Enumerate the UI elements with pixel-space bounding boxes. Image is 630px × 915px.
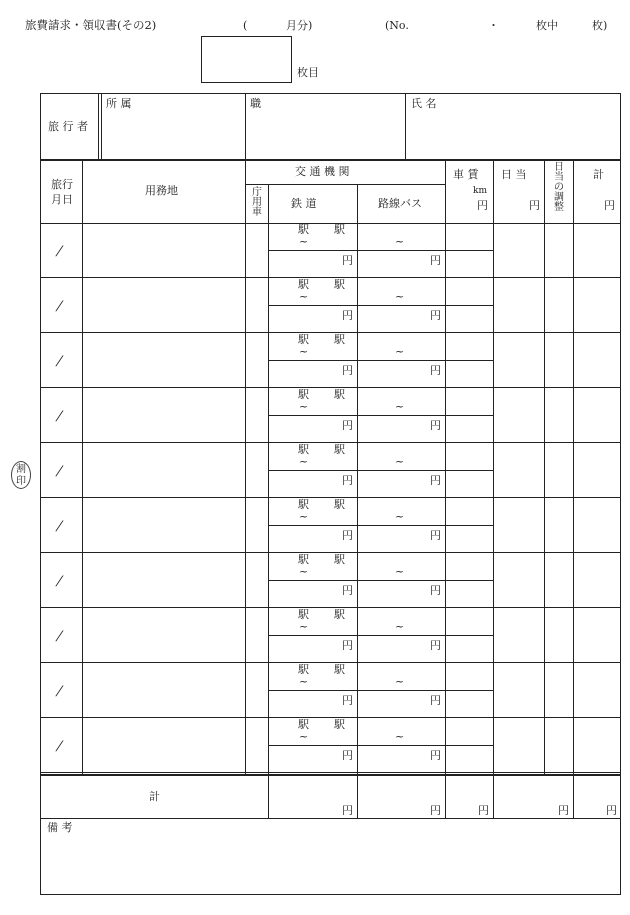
col-railway: 鉄 道: [291, 197, 317, 210]
date-slash[interactable]: /: [54, 409, 65, 424]
table-row: [41, 663, 620, 718]
table-row: [41, 443, 620, 498]
row-mid-line: [268, 690, 493, 691]
station-to: 駅: [334, 553, 345, 566]
railway-tilde: ~: [299, 235, 309, 248]
col-total: 計: [593, 168, 604, 181]
station-from: 駅: [298, 718, 309, 731]
col-daily-yen: 円: [529, 199, 540, 212]
form-title: 旅費請求・領収書(その2): [25, 18, 157, 32]
no-label: (No.: [385, 19, 409, 32]
bus-yen: 円: [430, 529, 441, 542]
destination-field[interactable]: [83, 553, 244, 607]
station-from: 駅: [298, 333, 309, 346]
station-from: 駅: [298, 443, 309, 456]
bus-yen: 円: [430, 309, 441, 322]
sheet-number-box[interactable]: [201, 36, 292, 83]
month-label: 月分): [286, 19, 313, 32]
bus-yen: 円: [430, 694, 441, 707]
railway-tilde: ~: [299, 400, 309, 413]
affiliation-field[interactable]: [102, 112, 244, 158]
month-open: (: [243, 19, 248, 32]
col-date-line1: 旅行: [51, 178, 73, 191]
railway-tilde: ~: [299, 455, 309, 468]
station-to: 駅: [334, 388, 345, 401]
railway-yen: 円: [342, 419, 353, 432]
destination-field[interactable]: [83, 443, 244, 497]
date-slash[interactable]: /: [54, 519, 65, 534]
railway-yen: 円: [342, 364, 353, 377]
col-date-line2: 月日: [51, 193, 73, 206]
table-row: [41, 388, 620, 443]
railway-tilde: ~: [299, 510, 309, 523]
table-row: [41, 553, 620, 608]
bus-yen: 円: [430, 749, 441, 762]
col-official-car: 庁 用 車: [252, 187, 262, 218]
row-mid-line: [268, 525, 493, 526]
railway-tilde: ~: [299, 675, 309, 688]
totals-bus-yen: 円: [430, 804, 441, 817]
destination-field[interactable]: [83, 278, 244, 332]
date-slash[interactable]: /: [54, 684, 65, 699]
col-daily: 日 当: [501, 168, 527, 181]
destination-field[interactable]: [83, 388, 244, 442]
date-slash[interactable]: /: [54, 464, 65, 479]
railway-yen: 円: [342, 584, 353, 597]
table-row: [41, 333, 620, 388]
remarks-field[interactable]: [42, 836, 619, 892]
table-row: [41, 498, 620, 553]
date-slash[interactable]: /: [54, 574, 65, 589]
station-from: 駅: [298, 278, 309, 291]
bus-tilde: ~: [395, 235, 405, 248]
position-label: 職: [250, 97, 261, 110]
station-to: 駅: [334, 663, 345, 676]
sheets-mid: 枚中: [536, 19, 558, 32]
railway-yen: 円: [342, 694, 353, 707]
row-mid-line: [268, 745, 493, 746]
station-to: 駅: [334, 333, 345, 346]
station-from: 駅: [298, 223, 309, 236]
totals-label: 計: [149, 790, 160, 803]
transport-subheader-line: [245, 184, 445, 185]
bus-tilde: ~: [395, 565, 405, 578]
table-row: [41, 608, 620, 663]
col-fare: 車 賃: [453, 168, 479, 181]
bus-yen: 円: [430, 474, 441, 487]
col-daily-adjust: 日 当 の 調 整: [554, 162, 564, 213]
station-from: 駅: [298, 608, 309, 621]
date-slash[interactable]: /: [54, 629, 65, 644]
railway-tilde: ~: [299, 620, 309, 633]
railway-yen: 円: [342, 254, 353, 267]
railway-tilde: ~: [299, 290, 309, 303]
travel-expense-form: [40, 93, 621, 895]
date-slash[interactable]: /: [54, 299, 65, 314]
bus-tilde: ~: [395, 400, 405, 413]
name-label: 氏 名: [411, 97, 437, 110]
destination-field[interactable]: [83, 718, 244, 772]
totals-fare-yen: 円: [478, 804, 489, 817]
station-from: 駅: [298, 663, 309, 676]
station-to: 駅: [334, 608, 345, 621]
bus-tilde: ~: [395, 510, 405, 523]
totals-top: [41, 774, 620, 776]
bus-yen: 円: [430, 364, 441, 377]
table-row: [41, 278, 620, 333]
row-mid-line: [268, 470, 493, 471]
bus-tilde: ~: [395, 455, 405, 468]
destination-field[interactable]: [83, 498, 244, 552]
position-field[interactable]: [246, 112, 404, 158]
totals-total-yen: 円: [606, 804, 617, 817]
totals-bottom: [41, 818, 620, 819]
col-bus: 路線バス: [378, 197, 422, 210]
col-transport: 交 通 機 関: [295, 165, 350, 178]
bus-yen: 円: [430, 419, 441, 432]
destination-field[interactable]: [83, 223, 244, 277]
bus-tilde: ~: [395, 345, 405, 358]
seal-char-2: 印: [16, 476, 26, 487]
col-destination: 用務地: [145, 184, 178, 197]
row-mid-line: [268, 360, 493, 361]
no-dot: ・: [488, 19, 499, 32]
row-mid-line: [268, 305, 493, 306]
bus-yen: 円: [430, 584, 441, 597]
railway-yen: 円: [342, 474, 353, 487]
station-to: 駅: [334, 278, 345, 291]
bus-tilde: ~: [395, 620, 405, 633]
station-to: 駅: [334, 443, 345, 456]
bus-tilde: ~: [395, 730, 405, 743]
row-mid-line: [268, 635, 493, 636]
totals-label-divider: [268, 775, 269, 818]
name-field[interactable]: [406, 112, 620, 158]
railway-tilde: ~: [299, 730, 309, 743]
destination-field[interactable]: [83, 608, 244, 662]
row-mid-line: [268, 580, 493, 581]
railway-yen: 円: [342, 639, 353, 652]
table-row: [41, 223, 620, 278]
destination-field[interactable]: [83, 333, 244, 387]
totals-railway-yen: 円: [342, 804, 353, 817]
col-fare-yen: 円: [477, 199, 488, 212]
bus-yen: 円: [430, 639, 441, 652]
traveler-label: 旅 行 者: [48, 120, 88, 133]
station-to: 駅: [334, 718, 345, 731]
station-from: 駅: [298, 553, 309, 566]
traveler-divider: [98, 94, 99, 159]
traveler-bottom: [41, 159, 620, 161]
destination-field[interactable]: [83, 663, 244, 717]
affiliation-label: 所 属: [106, 97, 132, 110]
railway-yen: 円: [342, 749, 353, 762]
remarks-label: 備 考: [47, 821, 73, 834]
station-to: 駅: [334, 498, 345, 511]
bus-tilde: ~: [395, 675, 405, 688]
row-mid-line: [268, 415, 493, 416]
station-from: 駅: [298, 498, 309, 511]
seal-char-1: 割: [16, 464, 26, 475]
date-slash[interactable]: /: [54, 739, 65, 754]
date-slash[interactable]: /: [54, 244, 65, 259]
sheet-number-label: 枚目: [297, 66, 319, 79]
col-fare-km: km: [473, 186, 487, 196]
row-bottom-line: [41, 772, 620, 773]
table-row: [41, 718, 620, 773]
date-slash[interactable]: /: [54, 354, 65, 369]
railway-tilde: ~: [299, 345, 309, 358]
bus-tilde: ~: [395, 290, 405, 303]
station-from: 駅: [298, 388, 309, 401]
sheets-end: 枚): [592, 19, 608, 32]
tally-seal: [11, 461, 31, 489]
bus-yen: 円: [430, 254, 441, 267]
railway-tilde: ~: [299, 565, 309, 578]
railway-yen: 円: [342, 309, 353, 322]
station-to: 駅: [334, 223, 345, 236]
col-total-yen: 円: [604, 199, 615, 212]
totals-daily-yen: 円: [558, 804, 569, 817]
row-mid-line: [268, 250, 493, 251]
railway-yen: 円: [342, 529, 353, 542]
